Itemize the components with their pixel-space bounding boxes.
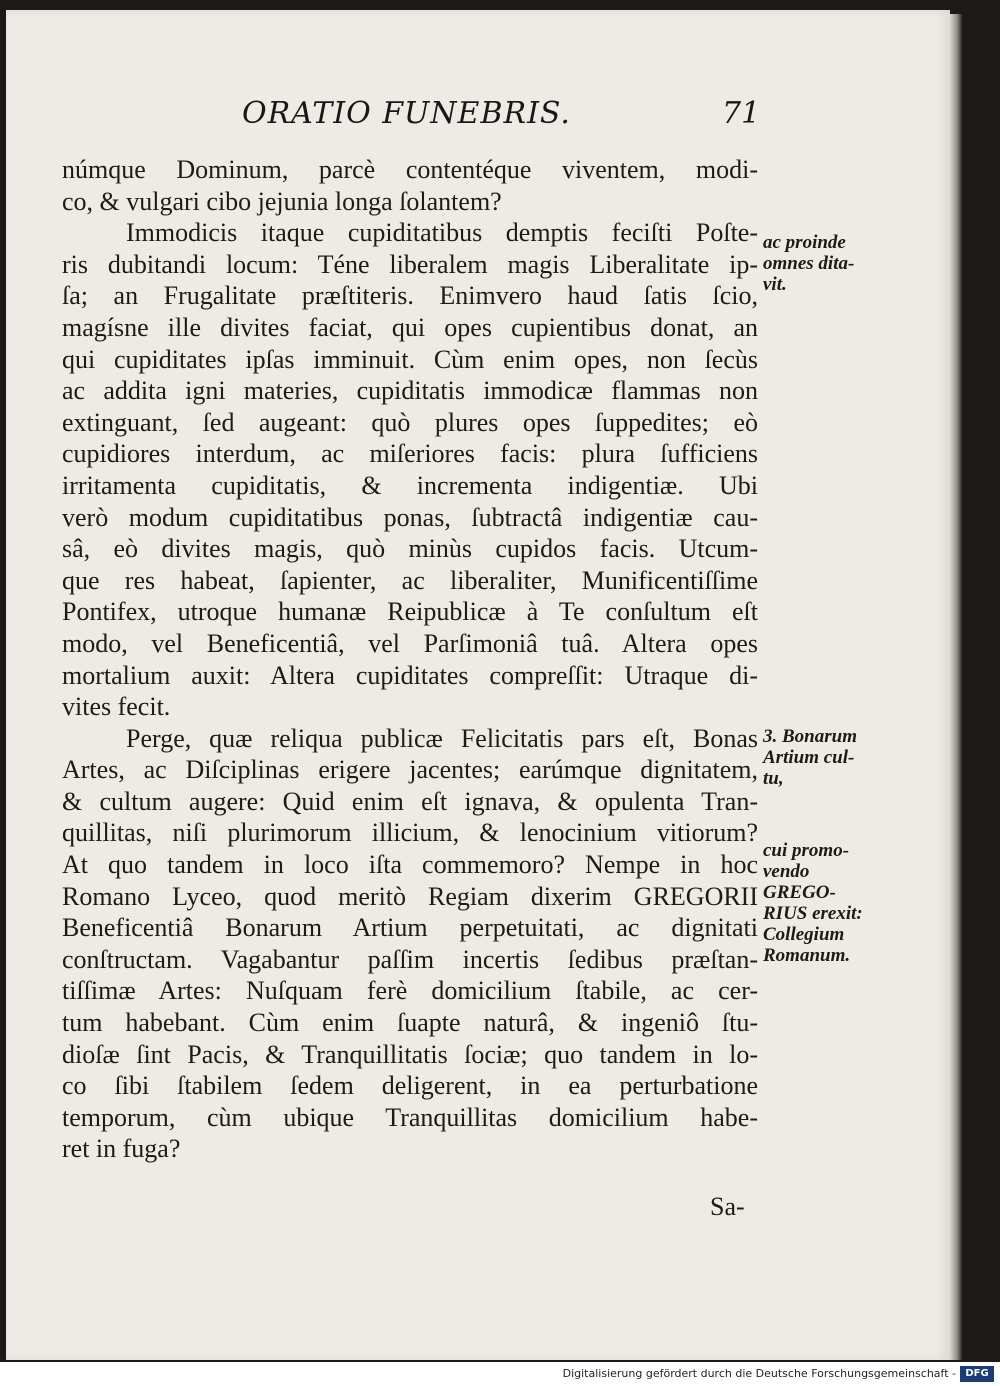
text-line: conſtructam. Vagabantur paſſim incertis ſedibus præſtan- — [62, 944, 758, 974]
text-line: At quo tandem in loco iſta commemoro? Nempe in hoc — [62, 850, 758, 880]
text-line: Romano Lyceo, quod meritò Regiam dixerim GREGORII — [62, 881, 758, 911]
marginal-line: vit. — [763, 274, 787, 295]
marginal-line: Artium cul- — [763, 747, 855, 768]
body-text — [62, 154, 758, 1165]
text-line: vites fecit. — [62, 692, 171, 722]
text-line: & cultum augere: Quid enim eſt ignava, & opulenta Tran- — [62, 786, 758, 816]
text-line: Pontifex, utroque humanæ Reipublicæ à Te conſultum eſt — [62, 597, 758, 627]
page-edge — [950, 14, 962, 1360]
marginal-line: Collegium — [763, 924, 845, 945]
marginal-line: Romanum. — [763, 945, 851, 966]
text-line: extinguant, ſed augeant: quò plures opes ſuppedites; eò — [62, 407, 758, 437]
marginal-line: ac proinde — [763, 232, 846, 253]
text-line: cupidiores interdum, ac miſeriores facis: plura ſufficiens — [62, 439, 758, 469]
text-line: ſa; an Frugalitate præſtiteris. Enimvero haud ſatis ſcio, — [62, 281, 758, 311]
marginal-line: tu, — [763, 768, 784, 789]
text-line: ac addita igni materies, cupiditatis immodicæ flammas non — [62, 376, 758, 406]
text-line: mortalium auxit: Altera cupiditates compreſſit: Utraque di- — [62, 660, 758, 690]
marginal-line: 3. Bonarum — [763, 726, 857, 747]
marginal-line: RIUS erexit: — [763, 903, 863, 924]
marginal-line: omnes dita- — [763, 253, 855, 274]
text-line: Perge, quæ reliqua publicæ Felicitatis pars eſt, Bonas — [126, 723, 758, 753]
text-line: ris dubitandi locum: Téne liberalem magis Liberalitate ip- — [62, 249, 758, 279]
marginal-note-collegium-romanum — [763, 840, 863, 966]
text-line: tum habebant. Cùm enim ſuapte naturâ, & ingeniô ſtu- — [62, 1008, 758, 1038]
catchword: Sa- — [710, 1192, 745, 1221]
text-line: que res habeat, ſapienter, ac liberaliter, Munificentiſſime — [62, 565, 758, 595]
text-line: modo, vel Beneficentiâ, vel Parſimoniâ tuâ. Altera opes — [62, 628, 758, 658]
page-number: 71 — [722, 96, 761, 131]
text-line: dioſæ ſint Pacis, & Tranquillitatis ſociæ; quo tandem in lo- — [62, 1039, 758, 1069]
text-line: co, & vulgari cibo jejunia longa ſolantem? — [62, 186, 502, 216]
text-line: sâ, eò divites magis, quò minùs cupidos facis. Utcum- — [62, 534, 758, 564]
marginal-line: GREGO- — [763, 882, 836, 903]
text-line: co ſibi ſtabilem ſedem deligerent, in ea perturbatione — [62, 1071, 758, 1101]
text-line: ret in fuga? — [62, 1134, 181, 1164]
dfg-logo: DFG — [960, 1366, 994, 1382]
marginal-note-bonarum-artium — [763, 726, 857, 789]
text-line: Immodicis itaque cupiditatibus demptis feciſti Poſte- — [126, 218, 758, 248]
running-head: ORATIO FUNEBRIS. — [242, 96, 571, 131]
marginal-note-ac-proinde — [763, 232, 854, 295]
marginal-line: cui promo- — [763, 840, 850, 861]
text-line: Artes, ac Diſciplinas erigere jacentes; earúmque dignitatem, — [62, 755, 758, 785]
marginal-line: vendo — [763, 861, 810, 882]
text-line: verò modum cupiditatibus ponas, ſubtractâ indigentiæ cau- — [62, 502, 758, 532]
text-line: magísne ille divites faciat, qui opes cupientibus donat, an — [62, 312, 758, 342]
text-line: irritamenta cupiditatis, & incrementa indigentiæ. Ubi — [62, 470, 758, 500]
text-line: temporum, cùm ubique Tranquillitas domicilium habe- — [62, 1102, 758, 1132]
text-line: qui cupiditates ipſas imminuit. Cùm enim opes, non ſecùs — [62, 344, 758, 374]
text-line: quillitas, niſi plurimorum illicium, & lenocinium vitiorum? — [62, 818, 758, 848]
digitization-credit: Digitalisierung gefördert durch die Deutsche Forschungsgemeinschaft - — [562, 1367, 956, 1380]
text-line: tiſſimæ Artes: Nuſquam ferè domicilium ſtabile, ac cer- — [62, 976, 758, 1006]
text-line: númque Dominum, parcè contentéque viventem, modi- — [62, 155, 758, 184]
text-line: Beneficentiâ Bonarum Artium perpetuitati, ac dignitati — [62, 913, 758, 943]
